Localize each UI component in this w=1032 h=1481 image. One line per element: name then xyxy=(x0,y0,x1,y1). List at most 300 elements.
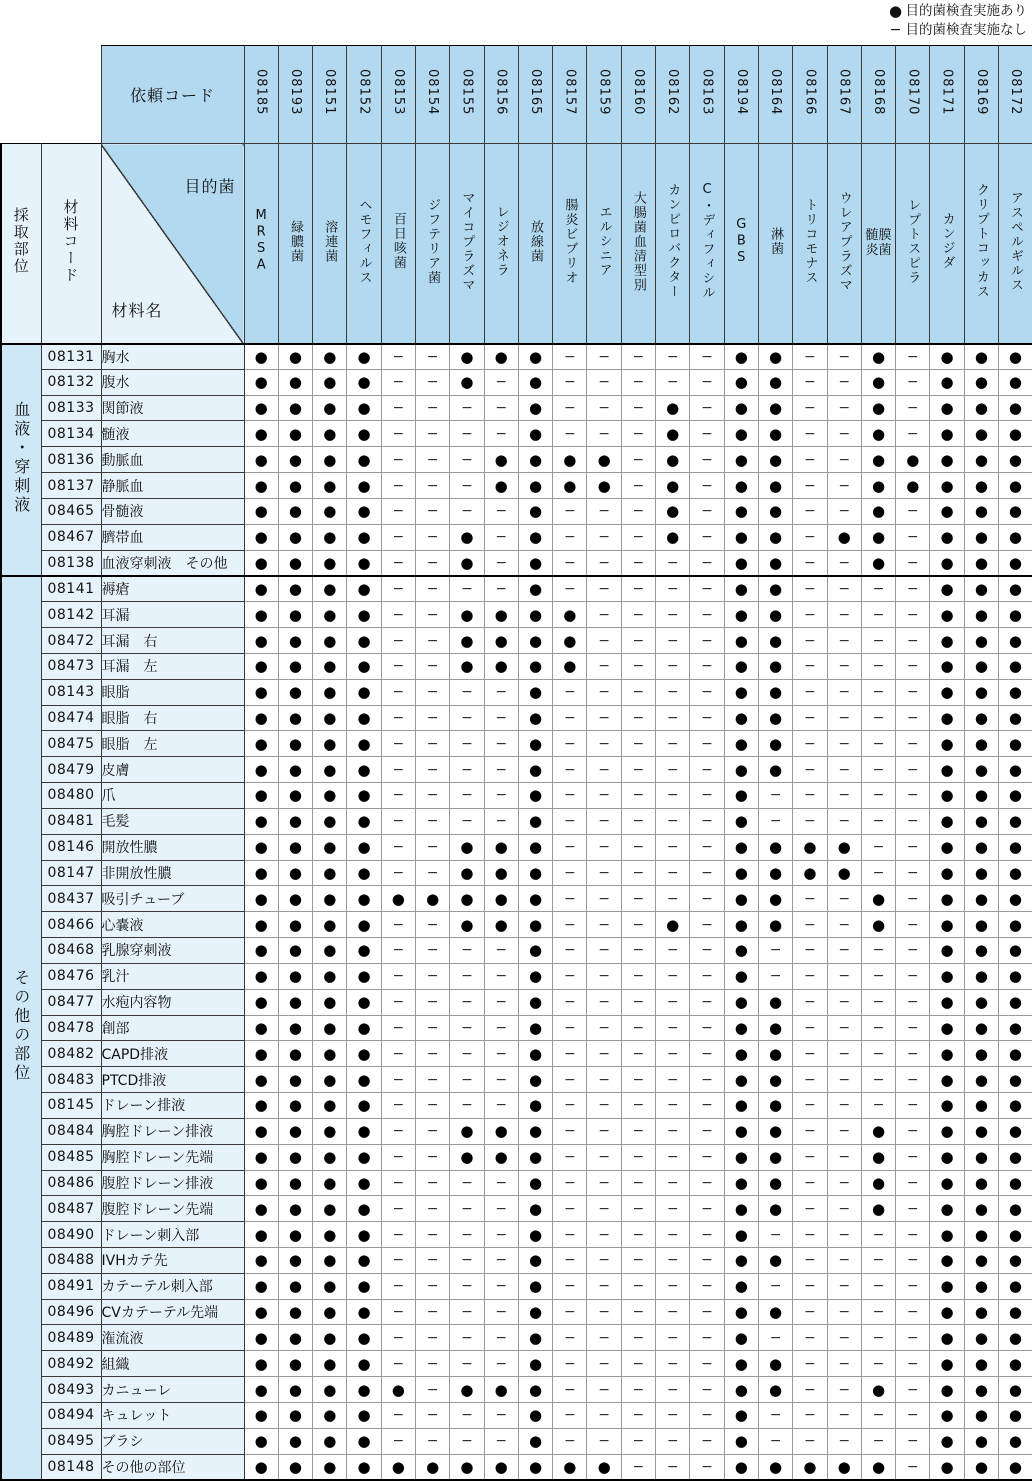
result-mark: − xyxy=(690,783,724,809)
result-mark: ● xyxy=(964,1118,998,1144)
result-mark: − xyxy=(896,1144,930,1170)
result-mark: − xyxy=(793,1170,827,1196)
result-mark: − xyxy=(656,1299,690,1325)
result-mark: − xyxy=(587,421,621,447)
result-mark: ● xyxy=(518,1067,552,1093)
result-mark: − xyxy=(553,344,587,370)
material-name: 胸腔ドレーン先端 xyxy=(101,1144,244,1170)
result-mark: ● xyxy=(313,1273,347,1299)
result-mark: ● xyxy=(518,1222,552,1248)
result-mark: − xyxy=(587,963,621,989)
bacteria-header-row xyxy=(1,144,1032,344)
result-mark: ● xyxy=(930,1454,964,1480)
request-code-text: 08164 xyxy=(768,69,784,116)
result-mark: ● xyxy=(518,369,552,395)
material-name: 関節液 xyxy=(101,395,244,421)
result-mark: − xyxy=(690,808,724,834)
result-mark: ● xyxy=(278,628,312,654)
site-group-label-text: その他の部位 xyxy=(11,968,31,1083)
result-mark: ● xyxy=(518,344,552,370)
result-mark: ● xyxy=(724,886,758,912)
result-mark: − xyxy=(896,938,930,964)
result-mark: ● xyxy=(313,1351,347,1377)
result-mark: ● xyxy=(964,447,998,473)
result-mark: − xyxy=(861,1015,895,1041)
result-mark: ● xyxy=(758,395,792,421)
result-mark: ● xyxy=(930,1093,964,1119)
result-mark: − xyxy=(381,912,415,938)
result-mark: ● xyxy=(930,1377,964,1403)
material-name: キュレット xyxy=(101,1402,244,1428)
bacteria-header-08168 xyxy=(861,144,895,344)
result-mark: − xyxy=(415,473,449,499)
table-row-08132 xyxy=(1,369,1032,395)
result-mark: ● xyxy=(347,344,381,370)
result-mark: ● xyxy=(999,653,1032,679)
result-mark: ● xyxy=(278,808,312,834)
result-mark: ● xyxy=(313,550,347,576)
result-mark: − xyxy=(793,421,827,447)
result-mark: − xyxy=(450,1351,484,1377)
result-mark: − xyxy=(793,783,827,809)
result-mark: − xyxy=(690,860,724,886)
result-mark: − xyxy=(415,912,449,938)
result-mark: ● xyxy=(278,395,312,421)
result-mark: ● xyxy=(930,1428,964,1454)
result-mark: − xyxy=(690,912,724,938)
result-mark: ● xyxy=(278,550,312,576)
request-code-08169 xyxy=(964,46,998,144)
result-mark: − xyxy=(587,1041,621,1067)
result-mark: − xyxy=(827,1402,861,1428)
result-mark: − xyxy=(484,1067,518,1093)
result-mark: ● xyxy=(724,1377,758,1403)
material-code: 08486 xyxy=(41,1170,101,1196)
result-mark: ● xyxy=(518,808,552,834)
result-mark: − xyxy=(690,1170,724,1196)
result-mark: ● xyxy=(999,1041,1032,1067)
result-mark: ● xyxy=(244,1222,278,1248)
result-mark: ● xyxy=(861,473,895,499)
result-mark: − xyxy=(656,1067,690,1093)
material-name: ドレーン排液 xyxy=(101,1093,244,1119)
result-mark: ● xyxy=(518,1247,552,1273)
result-mark: − xyxy=(381,938,415,964)
material-code: 08472 xyxy=(41,628,101,654)
result-mark: − xyxy=(690,1222,724,1248)
result-mark: ● xyxy=(724,1247,758,1273)
result-mark: ● xyxy=(964,1273,998,1299)
material-name: IVHカテ先 xyxy=(101,1247,244,1273)
result-mark: ● xyxy=(450,912,484,938)
result-mark: − xyxy=(656,731,690,757)
result-mark: − xyxy=(621,834,655,860)
result-mark: − xyxy=(827,1273,861,1299)
result-mark: ● xyxy=(758,860,792,886)
result-mark: − xyxy=(861,1041,895,1067)
result-mark: ● xyxy=(999,1093,1032,1119)
result-mark: − xyxy=(896,1402,930,1428)
material-name: 血液穿刺液 その他 xyxy=(101,550,244,576)
result-mark: ● xyxy=(964,602,998,628)
table-row-08142 xyxy=(1,602,1032,628)
bacteria-name-text: トリコモナス xyxy=(802,197,818,285)
result-mark: ● xyxy=(999,1144,1032,1170)
result-mark: − xyxy=(656,602,690,628)
result-mark: − xyxy=(621,1170,655,1196)
result-mark: − xyxy=(553,1299,587,1325)
result-mark: − xyxy=(793,1351,827,1377)
material-code: 08492 xyxy=(41,1351,101,1377)
result-mark: − xyxy=(381,757,415,783)
material-name: 乳汁 xyxy=(101,963,244,989)
result-mark: − xyxy=(690,602,724,628)
result-mark: − xyxy=(415,395,449,421)
result-mark: ● xyxy=(793,834,827,860)
request-code-08160 xyxy=(621,46,655,144)
result-mark: − xyxy=(621,1015,655,1041)
result-mark: ● xyxy=(758,1144,792,1170)
result-mark: − xyxy=(793,1041,827,1067)
result-mark: − xyxy=(690,1015,724,1041)
result-mark: ● xyxy=(758,1170,792,1196)
result-mark: − xyxy=(553,1428,587,1454)
result-mark: − xyxy=(793,628,827,654)
result-mark: ● xyxy=(930,421,964,447)
result-mark: ● xyxy=(244,1015,278,1041)
result-mark: ● xyxy=(553,628,587,654)
result-mark: − xyxy=(484,679,518,705)
result-mark: − xyxy=(896,757,930,783)
result-mark: − xyxy=(690,731,724,757)
result-mark: − xyxy=(415,1428,449,1454)
result-mark: − xyxy=(827,576,861,602)
result-mark: − xyxy=(587,1273,621,1299)
result-mark: ● xyxy=(930,628,964,654)
result-mark: ● xyxy=(964,1144,998,1170)
result-mark: ● xyxy=(724,1351,758,1377)
result-mark: ● xyxy=(964,731,998,757)
result-mark: ● xyxy=(861,912,895,938)
request-code-08165 xyxy=(518,46,552,144)
result-mark: − xyxy=(827,1041,861,1067)
request-code-08159 xyxy=(587,46,621,144)
result-mark: ● xyxy=(278,783,312,809)
result-mark: ● xyxy=(313,524,347,550)
result-mark: − xyxy=(621,1067,655,1093)
result-mark: ● xyxy=(278,1402,312,1428)
result-mark: ● xyxy=(930,834,964,860)
result-mark: − xyxy=(827,473,861,499)
result-mark: − xyxy=(827,395,861,421)
material-name: 眼脂 左 xyxy=(101,731,244,757)
request-code-08156 xyxy=(484,46,518,144)
result-mark: ● xyxy=(553,473,587,499)
result-mark: ● xyxy=(999,1015,1032,1041)
result-mark: − xyxy=(656,1377,690,1403)
result-mark: ● xyxy=(930,550,964,576)
result-mark: − xyxy=(381,653,415,679)
result-mark: ● xyxy=(758,757,792,783)
result-mark: − xyxy=(587,1015,621,1041)
request-code-header: 依頼コード xyxy=(101,46,244,144)
table-row-08467 xyxy=(1,524,1032,550)
result-mark: − xyxy=(656,1118,690,1144)
result-mark: − xyxy=(587,1118,621,1144)
result-mark: − xyxy=(484,1015,518,1041)
result-mark: − xyxy=(415,860,449,886)
result-mark: − xyxy=(656,705,690,731)
result-mark: ● xyxy=(484,653,518,679)
result-mark: − xyxy=(690,1377,724,1403)
result-mark: ● xyxy=(999,1170,1032,1196)
result-mark: ● xyxy=(278,834,312,860)
result-mark: − xyxy=(861,1325,895,1351)
result-mark: − xyxy=(621,731,655,757)
result-mark: ● xyxy=(964,886,998,912)
table-row-08492 xyxy=(1,1351,1032,1377)
result-mark: ● xyxy=(930,395,964,421)
request-code-08163 xyxy=(690,46,724,144)
result-mark: ● xyxy=(724,808,758,834)
result-mark: − xyxy=(450,783,484,809)
result-mark: − xyxy=(861,653,895,679)
material-code: 08134 xyxy=(41,421,101,447)
result-mark: − xyxy=(896,1247,930,1273)
result-mark: − xyxy=(415,679,449,705)
result-mark: − xyxy=(621,628,655,654)
result-mark: ● xyxy=(724,369,758,395)
result-mark: ● xyxy=(724,576,758,602)
result-mark: − xyxy=(381,679,415,705)
collection-site-header xyxy=(1,144,41,344)
result-mark: ● xyxy=(313,886,347,912)
result-mark: ● xyxy=(347,989,381,1015)
result-mark: ● xyxy=(827,524,861,550)
result-mark: ● xyxy=(999,628,1032,654)
result-mark: ● xyxy=(518,602,552,628)
result-mark: ● xyxy=(381,886,415,912)
result-mark: ● xyxy=(518,679,552,705)
result-mark: ● xyxy=(313,395,347,421)
result-mark: − xyxy=(827,808,861,834)
result-mark: ● xyxy=(518,1015,552,1041)
result-mark: − xyxy=(484,1247,518,1273)
result-mark: − xyxy=(827,1377,861,1403)
result-mark: ● xyxy=(518,1273,552,1299)
result-mark: − xyxy=(656,860,690,886)
result-mark: − xyxy=(553,938,587,964)
bacteria-name-text: MRSA xyxy=(253,208,269,275)
result-mark: − xyxy=(553,1402,587,1428)
material-name: 胸水 xyxy=(101,344,244,370)
result-mark: ● xyxy=(758,679,792,705)
result-mark: − xyxy=(587,1428,621,1454)
result-mark: − xyxy=(381,705,415,731)
result-mark: − xyxy=(793,473,827,499)
result-mark: ● xyxy=(347,602,381,628)
result-mark: ● xyxy=(278,498,312,524)
result-mark: − xyxy=(415,1325,449,1351)
result-mark: ● xyxy=(724,1196,758,1222)
bacteria-header-08169 xyxy=(964,144,998,344)
material-name: 腹水 xyxy=(101,369,244,395)
material-name: 組織 xyxy=(101,1351,244,1377)
result-mark: ● xyxy=(964,395,998,421)
result-mark: ● xyxy=(313,1247,347,1273)
result-mark: ● xyxy=(313,989,347,1015)
result-mark: − xyxy=(381,1222,415,1248)
result-mark: ● xyxy=(313,498,347,524)
result-mark: − xyxy=(793,550,827,576)
result-mark: − xyxy=(381,834,415,860)
result-mark: − xyxy=(587,912,621,938)
result-mark: − xyxy=(827,1428,861,1454)
result-mark: − xyxy=(415,1351,449,1377)
bacteria-header-08163 xyxy=(690,144,724,344)
result-mark: − xyxy=(381,524,415,550)
result-mark: ● xyxy=(518,860,552,886)
material-name: 非開放性膿 xyxy=(101,860,244,886)
result-mark: ● xyxy=(964,912,998,938)
table-row-08137 xyxy=(1,473,1032,499)
result-mark: − xyxy=(450,989,484,1015)
request-code-text: 08153 xyxy=(390,69,406,116)
target-bacteria-label: 目的菌 xyxy=(184,177,236,196)
material-code: 08480 xyxy=(41,783,101,809)
result-mark: − xyxy=(553,1325,587,1351)
result-mark: ● xyxy=(964,1299,998,1325)
request-code-text: 08168 xyxy=(870,69,886,116)
request-code-08164 xyxy=(758,46,792,144)
result-mark: − xyxy=(450,1402,484,1428)
result-mark: − xyxy=(381,576,415,602)
result-mark: ● xyxy=(278,421,312,447)
result-mark: ● xyxy=(724,602,758,628)
result-mark: ● xyxy=(518,886,552,912)
result-mark: − xyxy=(381,1067,415,1093)
result-mark: ● xyxy=(724,1170,758,1196)
result-mark: ● xyxy=(347,886,381,912)
material-name: カニューレ xyxy=(101,1377,244,1403)
result-mark: − xyxy=(587,1067,621,1093)
material-code-header-text: 材料コード xyxy=(61,198,80,284)
result-mark: − xyxy=(484,1402,518,1428)
result-mark: ● xyxy=(999,395,1032,421)
result-mark: − xyxy=(793,1299,827,1325)
result-mark: − xyxy=(415,1041,449,1067)
table-row-08136 xyxy=(1,447,1032,473)
bacteria-header-08185 xyxy=(244,144,278,344)
result-mark: ● xyxy=(964,860,998,886)
request-code-text: 08193 xyxy=(287,69,303,116)
result-mark: − xyxy=(793,344,827,370)
result-mark: − xyxy=(621,447,655,473)
site-group-0 xyxy=(1,344,41,576)
result-mark: ● xyxy=(484,344,518,370)
material-code: 08482 xyxy=(41,1041,101,1067)
result-mark: − xyxy=(896,1454,930,1480)
bacteria-header-08153 xyxy=(381,144,415,344)
result-mark: ● xyxy=(724,834,758,860)
result-mark: − xyxy=(587,1377,621,1403)
result-mark: − xyxy=(484,1041,518,1067)
result-mark: ● xyxy=(724,447,758,473)
result-mark: − xyxy=(587,1144,621,1170)
result-mark: − xyxy=(656,808,690,834)
result-mark: ● xyxy=(313,757,347,783)
result-mark: − xyxy=(381,1402,415,1428)
bacteria-header-08166 xyxy=(793,144,827,344)
result-mark: ● xyxy=(964,344,998,370)
result-mark: ● xyxy=(518,989,552,1015)
result-mark: ● xyxy=(518,912,552,938)
result-mark: − xyxy=(587,860,621,886)
result-mark: ● xyxy=(518,731,552,757)
result-mark: ● xyxy=(553,653,587,679)
result-mark: − xyxy=(381,989,415,1015)
result-mark: ● xyxy=(450,1377,484,1403)
result-mark: ● xyxy=(656,447,690,473)
result-mark: − xyxy=(861,860,895,886)
result-mark: − xyxy=(450,731,484,757)
result-mark: − xyxy=(621,1144,655,1170)
bacteria-header-08156 xyxy=(484,144,518,344)
result-mark: ● xyxy=(758,524,792,550)
result-mark: ● xyxy=(930,938,964,964)
result-mark: − xyxy=(450,1247,484,1273)
result-mark: − xyxy=(690,1299,724,1325)
result-mark: − xyxy=(587,1402,621,1428)
result-mark: ● xyxy=(964,576,998,602)
result-mark: − xyxy=(793,1196,827,1222)
material-code: 08141 xyxy=(41,576,101,602)
result-mark: ● xyxy=(861,369,895,395)
result-mark: ● xyxy=(656,395,690,421)
material-name: 眼脂 右 xyxy=(101,705,244,731)
result-mark: − xyxy=(621,1222,655,1248)
result-mark: − xyxy=(621,1196,655,1222)
result-mark: ● xyxy=(518,1454,552,1480)
result-mark: ● xyxy=(518,473,552,499)
absent-mark-icon: − xyxy=(889,22,902,38)
result-mark: − xyxy=(553,1377,587,1403)
request-code-text: 08170 xyxy=(905,69,921,116)
result-mark: ● xyxy=(999,1196,1032,1222)
result-mark: ● xyxy=(861,1144,895,1170)
collection-site-header-text: 採取部位 xyxy=(11,207,30,276)
result-mark: ● xyxy=(347,473,381,499)
result-mark: ● xyxy=(861,524,895,550)
result-mark: − xyxy=(758,1325,792,1351)
bacteria-header-08154 xyxy=(415,144,449,344)
bacteria-name-text: ジフテリア菌 xyxy=(425,197,441,285)
result-mark: − xyxy=(621,1351,655,1377)
result-mark: − xyxy=(690,989,724,1015)
result-mark: ● xyxy=(313,473,347,499)
result-mark: − xyxy=(758,963,792,989)
result-mark: ● xyxy=(656,912,690,938)
result-mark: ● xyxy=(244,1093,278,1119)
result-mark: − xyxy=(793,1273,827,1299)
result-mark: − xyxy=(553,1118,587,1144)
result-mark: − xyxy=(861,1273,895,1299)
bacteria-name-text: 放線菌 xyxy=(528,219,544,263)
result-mark: ● xyxy=(999,421,1032,447)
request-code-text: 08159 xyxy=(596,69,612,116)
result-mark: − xyxy=(587,989,621,1015)
result-mark: − xyxy=(896,1170,930,1196)
